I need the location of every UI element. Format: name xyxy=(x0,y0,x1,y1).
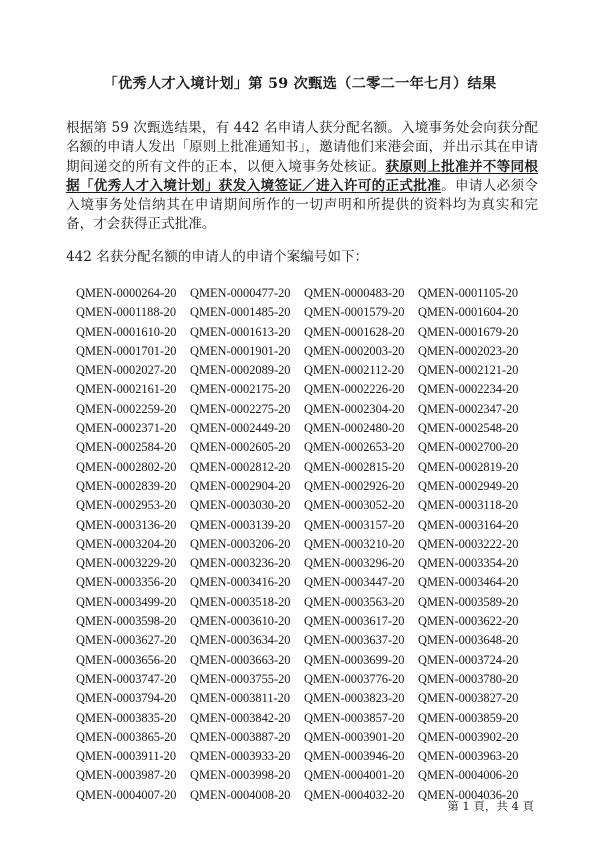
case-number: QMEN-0003911-20 xyxy=(76,749,177,764)
case-number: QMEN-0002275-20 xyxy=(190,401,291,416)
case-number: QMEN-0003030-20 xyxy=(190,498,291,513)
case-number: QMEN-0003210-20 xyxy=(304,536,405,551)
case-number: QMEN-0000477-20 xyxy=(190,286,291,300)
case-number: QMEN-0003610-20 xyxy=(190,614,291,629)
case-number: QMEN-0002175-20 xyxy=(190,382,291,397)
case-number: QMEN-0002584-20 xyxy=(76,440,177,455)
case-number: QMEN-0001485-20 xyxy=(190,305,291,320)
case-number: QMEN-0003857-20 xyxy=(304,710,405,725)
case-number: QMEN-0003627-20 xyxy=(76,633,177,648)
case-number: QMEN-0003447-20 xyxy=(304,575,405,590)
case-number: QMEN-0003901-20 xyxy=(304,729,405,744)
case-number: QMEN-0003946-20 xyxy=(304,749,405,764)
case-number: QMEN-0003157-20 xyxy=(304,517,405,532)
case-number: QMEN-0002089-20 xyxy=(190,363,291,378)
case-number: QMEN-0004007-20 xyxy=(76,787,177,802)
case-number: QMEN-0002003-20 xyxy=(304,343,405,358)
case-number: QMEN-0001610-20 xyxy=(76,324,177,339)
case-number: QMEN-0000264-20 xyxy=(76,286,177,300)
case-number: QMEN-0003656-20 xyxy=(76,652,177,667)
case-number: QMEN-0003987-20 xyxy=(76,768,177,783)
case-number: QMEN-0003963-20 xyxy=(418,749,519,764)
case-number: QMEN-0004001-20 xyxy=(304,768,405,783)
case-number: QMEN-0003296-20 xyxy=(304,556,405,571)
case-number: QMEN-0002605-20 xyxy=(190,440,291,455)
case-number: QMEN-0003887-20 xyxy=(190,729,291,744)
case-number: QMEN-0003518-20 xyxy=(190,594,291,609)
case-number: QMEN-0003724-20 xyxy=(418,652,519,667)
case-number: QMEN-0002259-20 xyxy=(76,401,177,416)
case-number: QMEN-0003206-20 xyxy=(190,536,291,551)
case-number: QMEN-0002926-20 xyxy=(304,478,405,493)
case-number: QMEN-0003139-20 xyxy=(190,517,291,532)
case-number: QMEN-0001628-20 xyxy=(304,324,405,339)
case-number: QMEN-0003780-20 xyxy=(418,671,519,686)
case-number: QMEN-0003589-20 xyxy=(418,594,519,609)
case-number: QMEN-0001604-20 xyxy=(418,305,519,320)
case-number: QMEN-0003823-20 xyxy=(304,691,405,706)
case-number: QMEN-0003859-20 xyxy=(418,710,519,725)
case-number: QMEN-0002226-20 xyxy=(304,382,405,397)
case-number: QMEN-0002480-20 xyxy=(304,421,405,436)
case-number: QMEN-0001901-20 xyxy=(190,343,291,358)
page-title: 「优秀人才入境计划」第 59 次甄选（二零二一年七月）结果 xyxy=(103,76,497,92)
case-number: QMEN-0003464-20 xyxy=(418,575,519,590)
case-number: QMEN-0002548-20 xyxy=(418,421,519,436)
case-number: QMEN-0003136-20 xyxy=(76,517,177,532)
case-number: QMEN-0003356-20 xyxy=(76,575,177,590)
case-number: QMEN-0004036-20 xyxy=(418,787,519,802)
case-number: QMEN-0002027-20 xyxy=(76,363,177,378)
case-number: QMEN-0002234-20 xyxy=(418,382,519,397)
case-number: QMEN-0004032-20 xyxy=(304,787,405,802)
case-number: QMEN-0003902-20 xyxy=(418,729,519,744)
case-number: QMEN-0002449-20 xyxy=(190,421,291,436)
case-number: QMEN-0002161-20 xyxy=(76,382,177,397)
case-number: QMEN-0002112-20 xyxy=(304,363,405,378)
case-number: QMEN-0003776-20 xyxy=(304,671,405,686)
body-paragraph xyxy=(66,119,538,235)
case-number: QMEN-0002815-20 xyxy=(304,459,405,474)
case-number: QMEN-0003637-20 xyxy=(304,633,405,648)
case-number: QMEN-0003865-20 xyxy=(76,729,177,744)
case-number: QMEN-0002304-20 xyxy=(304,401,405,416)
case-number: QMEN-0003755-20 xyxy=(190,671,291,686)
paragraph-text-part2: 。申请人必须令入境事务处信纳其在申请期间所作的一切声明和所提供的资料均为真实和完备，才会获得正式批准。 xyxy=(66,177,539,233)
case-number: QMEN-0003617-20 xyxy=(304,614,405,629)
case-number: QMEN-0002904-20 xyxy=(190,478,291,493)
case-number-grid xyxy=(66,286,522,807)
case-number: QMEN-0002347-20 xyxy=(418,401,519,416)
case-number: QMEN-0003842-20 xyxy=(190,710,291,725)
case-number: QMEN-0001679-20 xyxy=(418,324,519,339)
case-number: QMEN-0003747-20 xyxy=(76,671,177,686)
case-number: QMEN-0003699-20 xyxy=(304,652,405,667)
case-number: QMEN-0003236-20 xyxy=(190,556,291,571)
case-number: QMEN-0002819-20 xyxy=(418,459,519,474)
case-number: QMEN-0002802-20 xyxy=(76,459,177,474)
case-number: QMEN-0002949-20 xyxy=(418,478,519,493)
case-number: QMEN-0003827-20 xyxy=(418,691,519,706)
case-number: QMEN-0003416-20 xyxy=(190,575,291,590)
case-number: QMEN-0002121-20 xyxy=(418,363,519,378)
case-number: QMEN-0003933-20 xyxy=(190,749,291,764)
case-number: QMEN-0003648-20 xyxy=(418,633,519,648)
case-number: QMEN-0000483-20 xyxy=(304,286,405,300)
case-number: QMEN-0003204-20 xyxy=(76,536,177,551)
case-number: QMEN-0003118-20 xyxy=(418,498,519,513)
case-number: QMEN-0001613-20 xyxy=(190,324,291,339)
case-number: QMEN-0003634-20 xyxy=(190,633,291,648)
case-number: QMEN-0001105-20 xyxy=(418,286,519,300)
case-number: QMEN-0003663-20 xyxy=(190,652,291,667)
case-number: QMEN-0003229-20 xyxy=(76,556,177,571)
case-number: QMEN-0003052-20 xyxy=(304,498,405,513)
case-number: QMEN-0002700-20 xyxy=(418,440,519,455)
case-number: QMEN-0003811-20 xyxy=(190,691,291,706)
page-number: 第 1 頁，共 4 頁 xyxy=(447,799,534,813)
case-number: QMEN-0003598-20 xyxy=(76,614,177,629)
case-number: QMEN-0004008-20 xyxy=(190,787,291,802)
paragraph-emphasis: 获原则上批准并不等同根据「优秀人才入境计划」获发入境签证／进入许可的正式批准 xyxy=(66,158,539,194)
case-number: QMEN-0003222-20 xyxy=(418,536,519,551)
case-number: QMEN-0003998-20 xyxy=(190,768,291,783)
case-number: QMEN-0001579-20 xyxy=(304,305,405,320)
case-number: QMEN-0003354-20 xyxy=(418,556,519,571)
case-number: QMEN-0002653-20 xyxy=(304,440,405,455)
case-number: QMEN-0002839-20 xyxy=(76,478,177,493)
case-number: QMEN-0001701-20 xyxy=(76,343,177,358)
case-number: QMEN-0003164-20 xyxy=(418,517,519,532)
case-number: QMEN-0001188-20 xyxy=(76,305,177,320)
case-number: QMEN-0003499-20 xyxy=(76,594,177,609)
case-number: QMEN-0002812-20 xyxy=(190,459,291,474)
case-number: QMEN-0003563-20 xyxy=(304,594,405,609)
case-number: QMEN-0003622-20 xyxy=(418,614,519,629)
case-number: QMEN-0002023-20 xyxy=(418,343,519,358)
paragraph-text-part1: 根据第 59 次甄选结果，有 442 名申请人获分配名额。入境事务处会向获分配名额的申请人发出「原则上批准通知书」，邀请他们来港会面，并出示其在申请期间递交的所有文件的正本，以便入境事务处核证。 xyxy=(66,120,538,175)
list-intro: 442 名获分配名额的申请人的申请个案编号如下： xyxy=(66,249,369,265)
case-number: QMEN-0002371-20 xyxy=(76,421,177,436)
case-number: QMEN-0003794-20 xyxy=(76,691,177,706)
case-number: QMEN-0002953-20 xyxy=(76,498,177,513)
case-number: QMEN-0003835-20 xyxy=(76,710,177,725)
case-number: QMEN-0004006-20 xyxy=(418,768,519,783)
